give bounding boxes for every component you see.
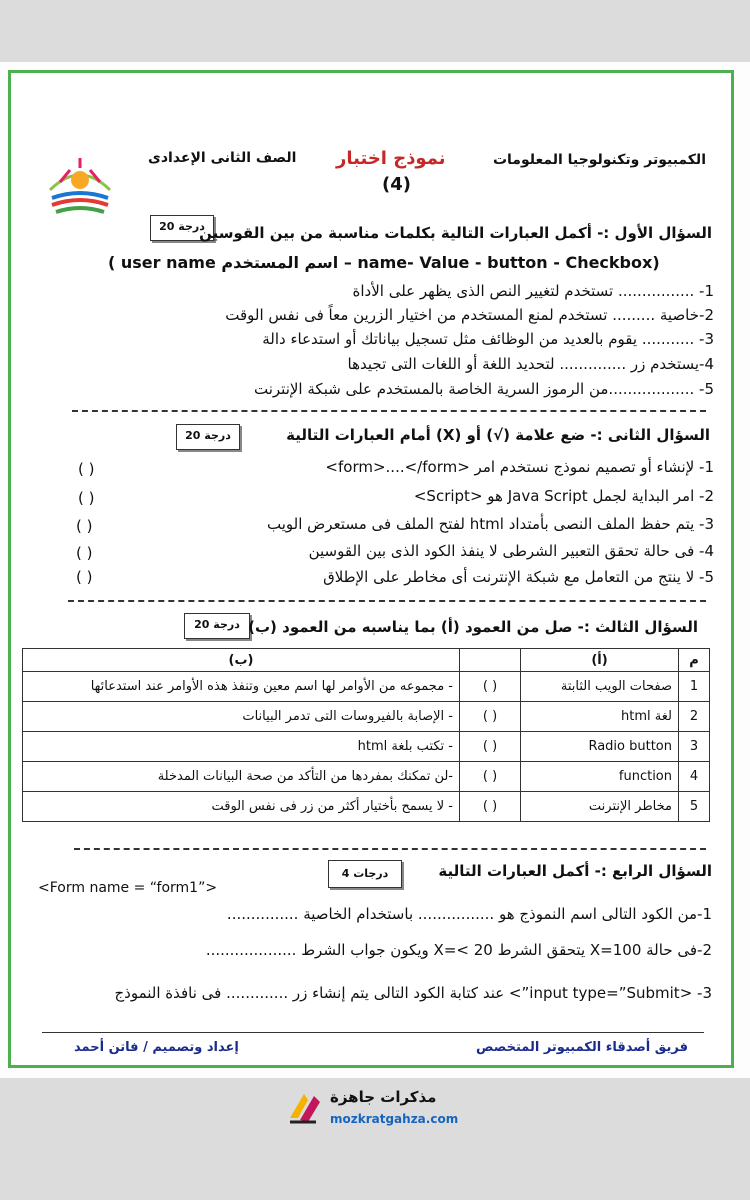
header-paren xyxy=(460,649,521,672)
row-col-b: -لن تمكنك بمفردها من التأكد من صحة البيانات المدخلة xyxy=(23,762,460,792)
row-col-a: Radio button xyxy=(521,732,679,762)
row-answer[interactable]: ( ) xyxy=(460,762,521,792)
q1-item-1: 1- ................ تستخدم لتغيير النص الذى يظهر على الأداة xyxy=(352,282,714,300)
row-num: 4 xyxy=(679,762,710,792)
q2-answer-4[interactable]: ( ) xyxy=(76,544,93,562)
q1-item-3: 3- ........... يقوم بالعديد من الوظائف مثل تسجيل بياناتك أو استدعاء دالة xyxy=(262,330,714,348)
row-num: 1 xyxy=(679,672,710,702)
table-row xyxy=(23,672,710,702)
table-row xyxy=(23,702,710,732)
exam-title: نموذج اختبار xyxy=(336,148,446,169)
q2-answer-3[interactable]: ( ) xyxy=(76,517,93,535)
grade-label: الصف الثانى الإعدادى xyxy=(148,150,297,166)
table-row xyxy=(23,792,710,822)
divider-3 xyxy=(74,848,706,850)
q4-item-3: 3- <input type=”Submit”> عند كتابة الكود التالى يتم إنشاء زر ............. فى نافذة النموذج xyxy=(114,984,712,1002)
row-col-b: - مجموعه من الأوامر لها اسم معين وتنفذ هذه الأوامر عند استدعائها xyxy=(23,672,460,702)
q2-item-2: 2- امر البداية لجمل Java Script هو <Script> xyxy=(413,487,714,505)
q3-score-box: 20 درجة xyxy=(184,613,250,639)
q4-title: السؤال الرابع :- أكمل العبارات التالية xyxy=(438,862,712,880)
q4-item-2: 2-فى حالة X=100 يتحقق الشرط X=< 20 ويكون جواب الشرط ................... xyxy=(205,941,712,959)
row-num: 5 xyxy=(679,792,710,822)
row-col-b: - لا يسمح بأختيار أكثر من زر فى نفس الوقت xyxy=(23,792,460,822)
footer-team: فريق أصدقاء الكمبيوتر المتخصص xyxy=(476,1040,688,1055)
brand-site: mozkratgahza.com xyxy=(330,1112,459,1126)
row-answer[interactable]: ( ) xyxy=(460,672,521,702)
row-num: 2 xyxy=(679,702,710,732)
header-num: م xyxy=(679,649,710,672)
q2-item-1: 1- لإنشاء أو تصميم نموذج نستخدم امر <form>....</form> xyxy=(325,458,714,476)
q2-title: السؤال الثانى :- ضع علامة (√) أو (X) أمام العبارات التالية xyxy=(286,426,710,444)
q4-code: <Form name = “form1”> xyxy=(38,880,218,896)
school-logo-icon xyxy=(40,150,120,220)
table-header-row xyxy=(23,649,710,672)
row-answer[interactable]: ( ) xyxy=(460,792,521,822)
row-col-a: لغة html xyxy=(521,702,679,732)
q4-score-box: 4 درجات xyxy=(328,860,402,888)
q1-item-5: 5- ..................من الرموز السرية الخاصة بالمستخدم على شبكة الإنترنت xyxy=(254,380,714,398)
q1-item-4: 4-يستخدم زر .............. لتحديد اللغة أو اللغات التى تجيدها xyxy=(347,355,714,373)
row-answer[interactable]: ( ) xyxy=(460,732,521,762)
q2-item-5: 5- لا ينتج من التعامل مع شبكة الإنترنت أى مخاطر على الإطلاق xyxy=(323,568,714,586)
q2-score-box: 20 درجة xyxy=(176,424,240,450)
row-col-b: - تكتب بلغة html xyxy=(23,732,460,762)
q4-item-1: 1-من الكود التالى اسم النموذج هو ................ باستخدام الخاصية ............... xyxy=(226,905,712,923)
q3-title: السؤال الثالث :- صل من العمود (أ) بما يناسبه من العمود (ب) xyxy=(248,618,698,636)
q2-answer-2[interactable]: ( ) xyxy=(78,489,95,507)
q2-answer-5[interactable]: ( ) xyxy=(76,568,93,586)
row-answer[interactable]: ( ) xyxy=(460,702,521,732)
brand-logo-icon xyxy=(286,1088,326,1128)
divider-1 xyxy=(72,410,706,412)
exam-number: (4) xyxy=(382,174,411,195)
row-num: 3 xyxy=(679,732,710,762)
q1-item-2: 2-خاصية ......... تستخدم لمنع المستخدم من اختيار الزرين معاً فى نفس الوقت xyxy=(225,306,714,324)
q1-score-box: 20 درجة xyxy=(150,215,214,241)
q1-title: السؤال الأول :- أكمل العبارات التالية بكلمات مناسبة من بين القوسين xyxy=(199,224,712,242)
footer-divider xyxy=(42,1032,704,1033)
footer-author: إعداد وتصميم / فاتن أحمد xyxy=(74,1040,239,1055)
q2-answer-1[interactable]: ( ) xyxy=(78,460,95,478)
q1-word-bank: ( user name اسم المستخدم – name- Value - button - Checkbox) xyxy=(108,253,660,272)
row-col-b: - الإصابة بالفيروسات التى تدمر البيانات xyxy=(23,702,460,732)
row-col-a: function xyxy=(521,762,679,792)
matching-table xyxy=(22,648,710,822)
table-row xyxy=(23,732,710,762)
row-col-a: صفحات الويب الثابتة xyxy=(521,672,679,702)
subject-title: الكمبيوتر وتكنولوجيا المعلومات xyxy=(492,152,706,168)
table-row xyxy=(23,762,710,792)
q2-item-4: 4- فى حالة تحقق التعبير الشرطى لا ينفذ الكود الذى بين القوسين xyxy=(308,542,714,560)
row-col-a: مخاطر الإنترنت xyxy=(521,792,679,822)
header-col-b: (ب) xyxy=(23,649,460,672)
brand-name: مذكرات جاهزة xyxy=(330,1088,437,1106)
divider-2 xyxy=(68,600,706,602)
q2-item-3: 3- يتم حفظ الملف النصى بأمتداد html لفتح الملف فى مستعرض الويب xyxy=(267,515,714,533)
header-col-a: (أ) xyxy=(521,649,679,672)
